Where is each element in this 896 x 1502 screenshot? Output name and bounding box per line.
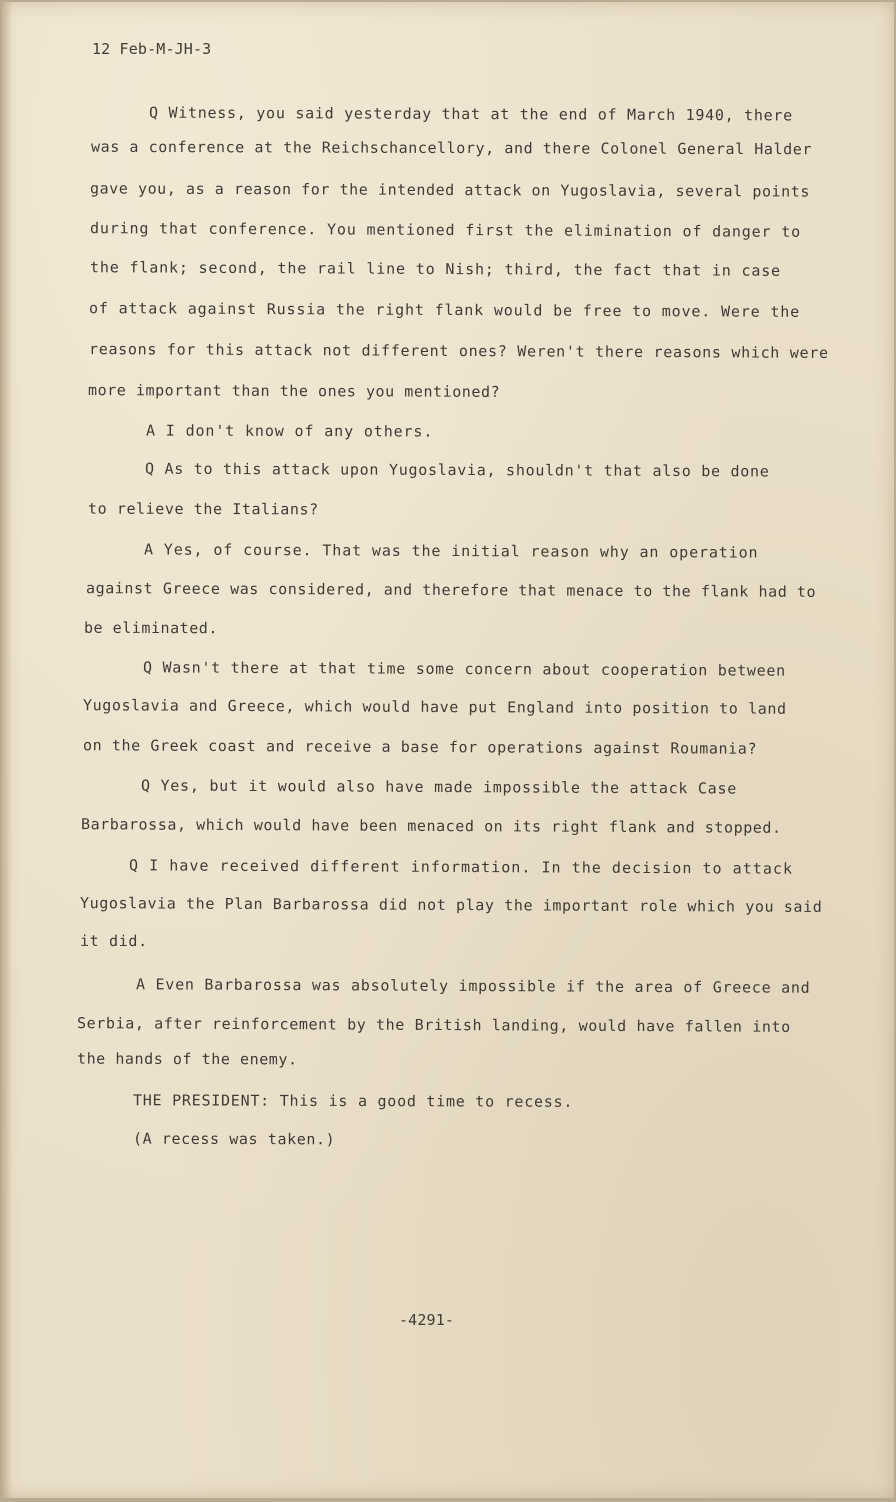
transcript-line-24: Serbia, after reinforcement by the British landing, would have fallen into (76, 1014, 791, 1036)
transcript-line-18: Q Yes, but it would also have made impossible the attack Case (140, 776, 738, 798)
transcript-line-5: the flank; second, the rail line to Nish; third, the fact that in case (89, 258, 782, 280)
transcript-line-15: Q Wasn't there at that time some concern about cooperation between (142, 658, 786, 680)
transcript-line-1: Q Witness, you said yesterday that at the end of March 1940, there (148, 103, 793, 125)
page-number: -4291- (399, 1311, 455, 1329)
transcript-line-6: of attack against Russia the right flank would be free to move. Were the (88, 299, 801, 321)
transcript-line-7: reasons for this attack not different ones? Weren't there reasons which were (88, 340, 829, 362)
transcript-line-2: was a conference at the Reichschancellory, and there Colonel General Halder (90, 137, 813, 159)
transcript-line-17: on the Greek coast and receive a base for operations against Roumania? (82, 736, 758, 758)
transcript-line-20: Q I have received different information. In the decision to attack (128, 856, 794, 878)
transcript-line-8: more important than the ones you mentioned? (87, 381, 501, 401)
transcript-line-26: THE PRESIDENT: This is a good time to recess. (132, 1091, 574, 1111)
transcript-line-4: during that conference. You mentioned first the elimination of danger to (89, 219, 802, 241)
transcript-line-13: against Greece was considered, and therefore that menace to the flank had to (85, 579, 817, 601)
transcript-line-27: (A recess was taken.) (132, 1129, 336, 1149)
transcript-line-14: be eliminated. (83, 618, 218, 638)
transcript-line-9: A I don't know of any others. (145, 421, 434, 441)
transcript-line-22: it did. (79, 931, 148, 951)
transcript-line-11: to relieve the Italians? (87, 499, 319, 519)
page-edge-shadow (2, 2, 12, 1498)
page-header: 12 Feb-M-JH-3 (92, 40, 212, 58)
transcript-line-21: Yugoslavia the Plan Barbarossa did not play the important role which you said (79, 894, 823, 916)
transcript-line-12: A Yes, of course. That was the initial reason why an operation (143, 540, 759, 562)
transcript-line-16: Yugoslavia and Greece, which would have put England into position to land (82, 696, 787, 718)
document-page (2, 2, 894, 1498)
transcript-line-10: Q As to this attack upon Yugoslavia, shouldn't that also be done (144, 459, 770, 481)
transcript-line-3: gave you, as a reason for the intended attack on Yugoslavia, several points (89, 179, 811, 201)
transcript-line-19: Barbarossa, which would have been menaced on its right flank and stopped. (80, 815, 782, 837)
transcript-line-25: the hands of the enemy. (76, 1049, 298, 1069)
transcript-line-23: A Even Barbarossa was absolutely impossible if the area of Greece and (135, 975, 811, 997)
